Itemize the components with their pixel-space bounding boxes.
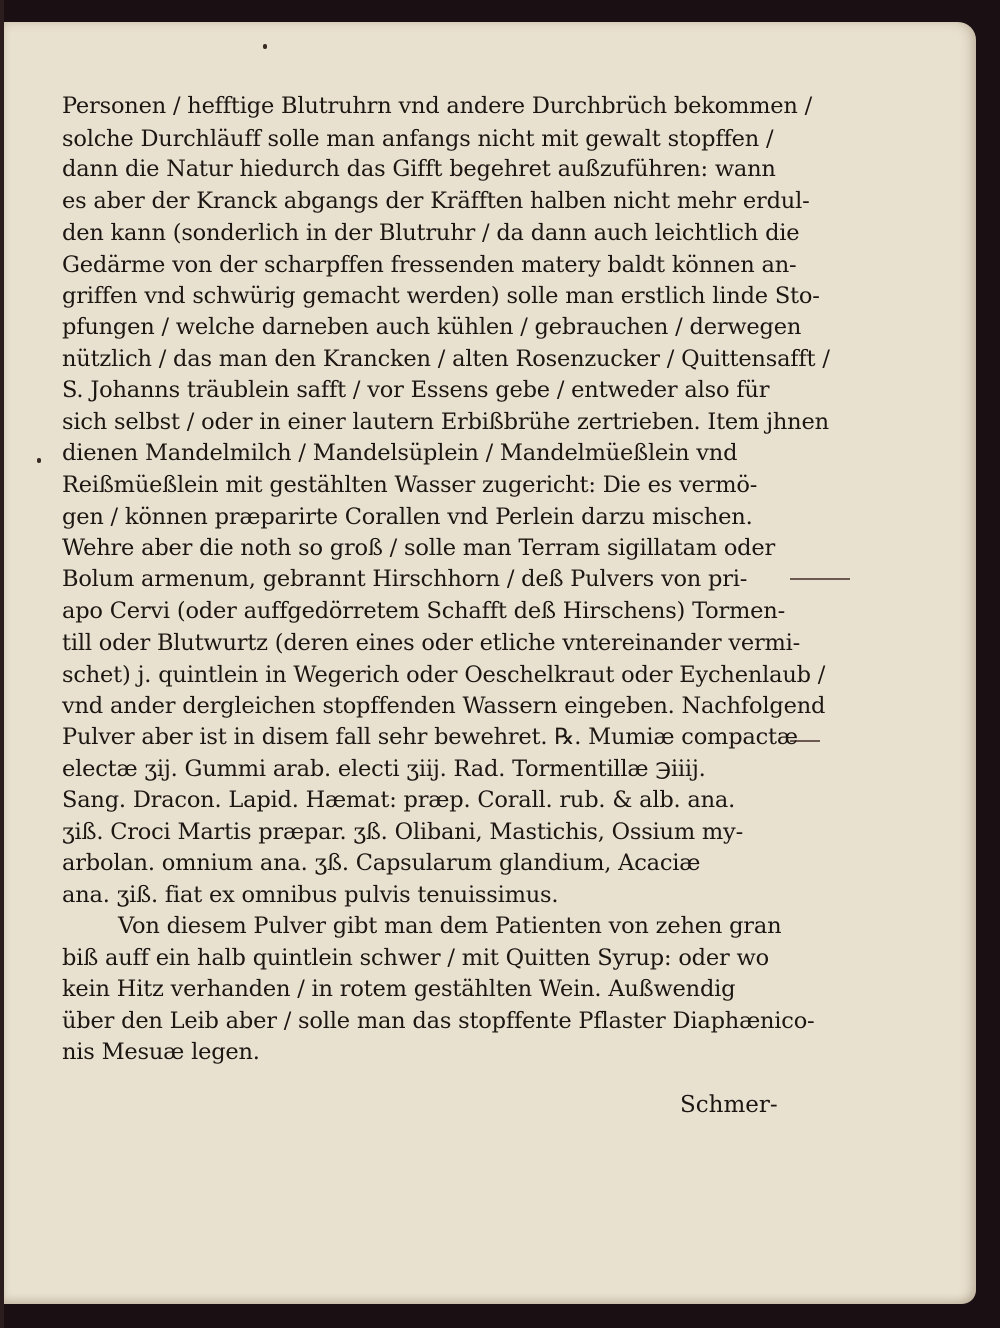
text-line: solche Durchläuff solle man anfangs nicht mit gewalt stopffen / <box>62 126 774 152</box>
text-line: electæ ʒij. Gummi arab. electi ʒiij. Rad. Tormentillæ ℈iiij. <box>62 756 706 782</box>
text-line: ana. ʒiß. fiat ex omnibus pulvis tenuissimus. <box>62 882 559 908</box>
margin-rule <box>790 578 850 580</box>
text-line: Personen / hefftige Blutruhrn vnd andere Durchbrüch bekommen / <box>62 93 813 119</box>
ink-speck <box>37 458 41 463</box>
text-line: Bolum armenum, gebrannt Hirschhorn / deß Pulvers von pri- <box>62 566 748 592</box>
text-line: Pulver aber ist in disem fall sehr bewehret. ℞. Mumiæ compactæ <box>62 724 798 750</box>
text-line: ʒiß. Croci Martis præpar. ʒß. Olibani, Mastichis, Ossium my- <box>62 819 743 845</box>
text-line: kein Hitz verhanden / in rotem gestählten Wein. Außwendig <box>62 976 736 1002</box>
catchword: Schmer- <box>680 1092 778 1118</box>
text-line: S. Johanns träublein safft / vor Essens gebe / entweder also für <box>62 377 770 403</box>
text-line: dienen Mandelmilch / Mandelsüplein / Mandelmüeßlein vnd <box>62 440 738 466</box>
text-line: nützlich / das man den Krancken / alten Rosenzucker / Quittensafft / <box>62 346 830 372</box>
text-line: sich selbst / oder in einer lautern Erbißbrühe zertrieben. Item jhnen <box>62 409 829 435</box>
text-line: Reißmüeßlein mit gestählten Wasser zugericht: Die es vermö- <box>62 472 758 498</box>
text-line: Gedärme von der scharpffen fressenden matery baldt können an- <box>62 252 797 278</box>
text-line: pfungen / welche darneben auch kühlen / gebrauchen / derwegen <box>62 314 802 340</box>
text-line: dann die Natur hiedurch das Gifft begehret außzuführen: wann <box>62 156 776 182</box>
text-line: es aber der Kranck abgangs der Kräfften halben nicht mehr erdul- <box>62 188 810 214</box>
text-line: arbolan. omnium ana. ʒß. Capsularum glandium, Acaciæ <box>62 850 701 876</box>
text-line: nis Mesuæ legen. <box>62 1039 260 1065</box>
text-line: till oder Blutwurtz (deren eines oder etliche vntereinander vermi- <box>62 630 801 656</box>
text-line: den kann (sonderlich in der Blutruhr / da dann auch leichtlich die <box>62 220 800 246</box>
text-line: vnd ander dergleichen stopffenden Wassern eingeben. Nachfolgend <box>62 693 826 719</box>
text-line: griffen vnd schwürig gemacht werden) solle man erstlich linde Sto- <box>62 283 820 309</box>
text-line: Von diesem Pulver gibt man dem Patienten von zehen gran <box>118 913 782 939</box>
text-line: Wehre aber die noth so groß / solle man Terram sigillatam oder <box>62 535 776 561</box>
text-line: Sang. Dracon. Lapid. Hæmat: præp. Corall. rub. & alb. ana. <box>62 787 736 813</box>
text-line: biß auff ein halb quintlein schwer / mit Quitten Syrup: oder wo <box>62 945 769 971</box>
text-line: über den Leib aber / solle man das stopffente Pflaster Diaphænico- <box>62 1008 815 1034</box>
ink-speck <box>263 44 267 49</box>
text-line: apo Cervi (oder auffgedörretem Schafft deß Hirschens) Tormen- <box>62 598 785 624</box>
text-line: gen / können præparirte Corallen vnd Perlein darzu mischen. <box>62 504 753 530</box>
text-line: schet) j. quintlein in Wegerich oder Oeschelkraut oder Eychenlaub / <box>62 662 826 688</box>
